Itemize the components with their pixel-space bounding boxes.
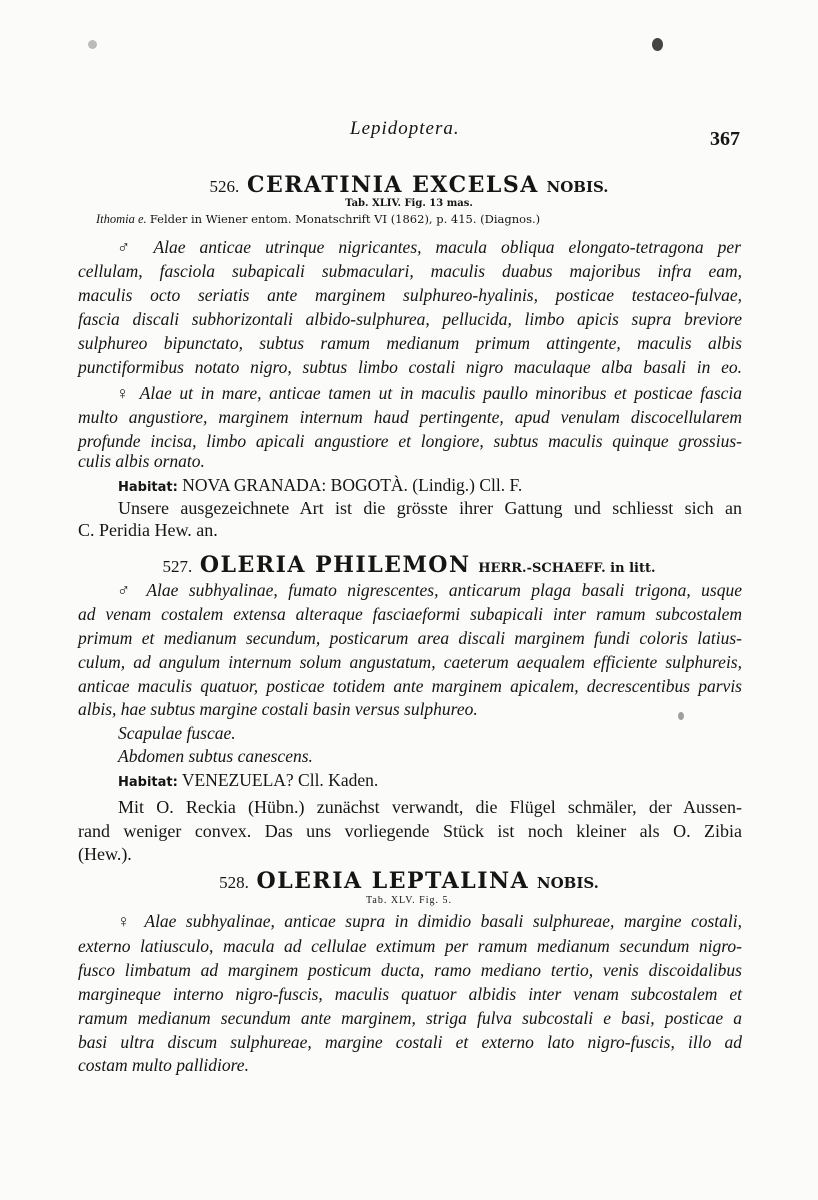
female-symbol: ♀	[117, 911, 136, 931]
description-line: profunde incisa, limbo apicali angustiore et longiore, subtus maculis quinque grossius-	[78, 431, 742, 451]
remark-line: (Hew.).	[78, 844, 132, 864]
female-symbol: ♀	[116, 383, 133, 403]
description-line: primum et medianum secundum, posticarum area discali marginem fundi coloris latius-	[78, 628, 742, 648]
species-number: 526.	[209, 177, 240, 196]
description-line: anticae maculis quatuor, posticae totidem ante marginem apicalem, decrescentibus parvis	[78, 676, 742, 696]
description-line: maculis octo seriatis ante marginem sulphureo-hyalinis, posticae testaceo-fulvae,	[78, 285, 742, 305]
remark-line: C. Peridia Hew. an.	[78, 520, 218, 540]
remark-line: Mit O. Reckia (Hübn.) zunächst verwandt, die Flügel schmäler, der Aussen-	[118, 797, 742, 817]
ink-speck	[652, 38, 663, 51]
description-line: margineque interno nigro-fuscis, maculis quatuor albidis inter venam subcostalem et	[78, 984, 742, 1004]
description-line: multo angustiore, marginem internum haud pertingente, apud venulam discocellularem	[78, 407, 742, 427]
description-line: costam multo pallidiore.	[78, 1055, 249, 1075]
page-number: 367	[710, 128, 740, 150]
description-line: externo latiusculo, macula ad cellulae extimum per ramum medianum secundum nigro-	[78, 936, 742, 956]
species-heading-526	[0, 172, 818, 198]
species-name: OLERIA PHILEMON	[199, 552, 471, 578]
description-line: basi ultra discum sulphureae, margine costali et externo lato nigro-fuscis, illo ad	[78, 1032, 742, 1052]
literature-reference	[96, 208, 540, 230]
description-line: fascia discali subhorizontali albido-sulphurea, pellucida, limbo apicis supra breviore	[78, 309, 742, 329]
species-author: NOBIS.	[536, 874, 599, 892]
species-name: OLERIA LEPTALINA	[256, 868, 530, 894]
description-line: ramum medianum secundum ante marginem, striga fulva subcostali e basi, posticae a	[78, 1008, 742, 1028]
reference-genus: Ithomia e.	[96, 212, 147, 226]
remark-line: Unsere ausgezeichnete Art ist die grösste ihrer Gattung und schliesst sich an	[118, 498, 742, 518]
description-line: cellulam, fasciola subapicali submaculari, maculis duabus majoribus infra eam,	[78, 261, 742, 281]
species-number: 528.	[219, 873, 249, 892]
species-heading-528	[0, 868, 818, 894]
species-heading-527	[0, 552, 818, 578]
description-line: Scapulae fuscae.	[118, 723, 236, 743]
remark-line: rand weniger convex. Das uns vorliegende Stück ist noch kleiner als O. Zibia	[78, 821, 742, 841]
species-number: 527.	[162, 557, 193, 576]
description-line: ♀ Alae ut in mare, anticae tamen ut in maculis paullo minoribus et posticae fascia	[116, 383, 743, 403]
male-symbol: ♂	[117, 580, 137, 600]
ink-speck	[88, 40, 97, 49]
description-line: punctiformibus notato nigro, subtus limbo costali nigro maculaque alba basali in eo.	[78, 357, 742, 377]
reference-text: Felder in Wiener entom. Monatschrift VI (1862), p. 415. (Diagnos.)	[149, 212, 541, 226]
description-line: ♀ Alae subhyalinae, anticae supra in dimidio basali sulphureae, margine costali,	[117, 911, 743, 931]
ink-speck	[678, 712, 684, 720]
description-line: culum, ad angulum internum solum angustatum, caeterum aequalem efficiente sulphureis,	[78, 652, 742, 672]
habitat-text: NOVA GRANADA: BOGOTÀ. (Lindig.) Cll. F.	[182, 475, 523, 495]
male-symbol: ♂	[117, 237, 140, 257]
plate-reference: Tab. XLIV. Fig. 13 mas.	[345, 198, 473, 209]
description-line: culis albis ornato.	[78, 451, 205, 471]
description-line: fusco limbatum ad marginem posticum ducta, ramo mediano tertio, venis discoidalibus	[78, 960, 742, 980]
plate-reference: Tab. XLV. Fig. 5.	[365, 895, 453, 906]
habitat-line	[118, 474, 522, 499]
habitat-label: Habitat:	[118, 775, 178, 790]
description-line: Abdomen subtus canescens.	[118, 746, 313, 766]
description-line: ♂ Alae anticae utrinque nigricantes, macula obliqua elongato-tetragona per	[117, 237, 742, 257]
description-line: ♂ Alae subhyalinae, fumato nigrescentes, anticarum plaga basali trigona, usque	[117, 580, 743, 600]
habitat-label: Habitat:	[118, 480, 178, 495]
description-line: albis, hae subtus margine costali basin versus sulphureo.	[78, 699, 478, 719]
species-author: HERR.-SCHAEFF. in litt.	[478, 561, 656, 576]
description-line: sulphureo bipunctato, subtus ramum medianum primum attingente, maculis albis	[78, 333, 742, 353]
description-line: ad venam costalem extensa alteraque fasciaeformi subapicali inter ramum subcostalem	[78, 604, 742, 624]
habitat-text: VENEZUELA? Cll. Kaden.	[181, 770, 379, 790]
species-name: CERATINIA EXCELSA	[246, 172, 539, 198]
species-author: NOBIS.	[546, 178, 609, 196]
habitat-line	[118, 769, 378, 794]
running-title: Lepidoptera.	[350, 118, 460, 139]
